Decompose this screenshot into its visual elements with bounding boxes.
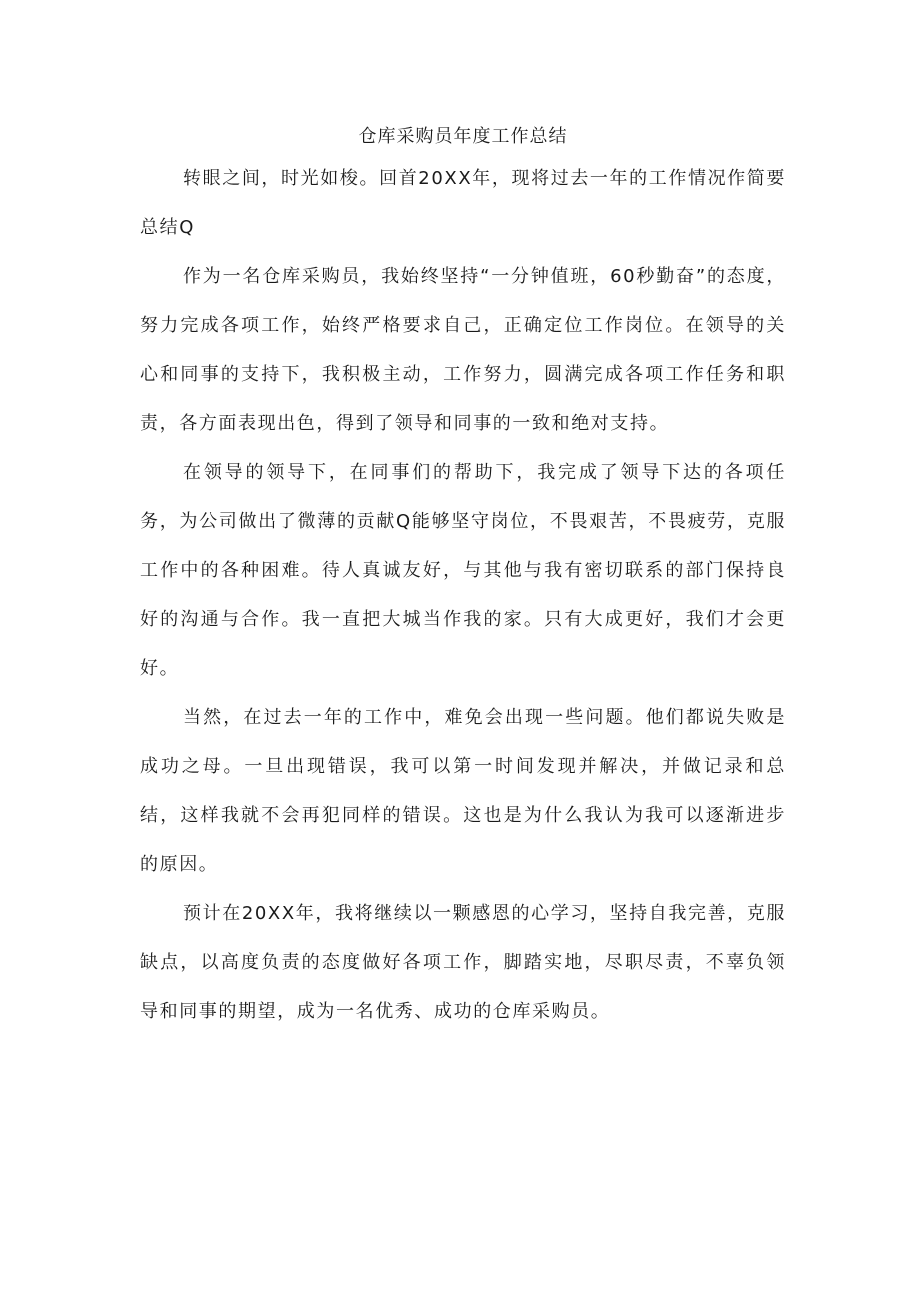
paragraph-plan: 预计在20XX年，我将继续以一颗感恩的心学习，坚持自我完善，克服缺点，以高度负责的态度做好各项工作，脚踏实地，尽职尽责，不辜负领导和同事的期望，成为一名优秀、成功的仓库采购员。	[140, 903, 786, 1022]
document-body	[140, 120, 786, 1036]
paragraph-intro: 转眼之间，时光如梭。回首20XX年，现将过去一年的工作情况作简要总结Q	[140, 168, 786, 238]
document-title: 仓库采购员年度工作总结	[358, 126, 568, 147]
paragraph-attitude: 作为一名仓库采购员，我始终坚持“一分钟值班，60秒勤奋”的态度，努力完成各项工作，始终严格要求自己，正确定位工作岗位。在领导的关心和同事的支持下，我积极主动，工作努力，圆满完成各项工作任务和职责，各方面表现出色，得到了领导和同事的一致和绝对支持。	[140, 266, 786, 434]
paragraph-problems: 当然，在过去一年的工作中，难免会出现一些问题。他们都说失败是成功之母。一旦出现错误，我可以第一时间发现并解决，并做记录和总结，这样我就不会再犯同样的错误。这也是为什么我认为我可以逐渐进步的原因。	[140, 707, 786, 875]
paragraph-tasks: 在领导的领导下，在同事们的帮助下，我完成了领导下达的各项任务，为公司做出了微薄的贡献Q能够坚守岗位，不畏艰苦，不畏疲劳，克服工作中的各种困难。待人真诚友好，与其他与我有密切联系的部门保持良好的沟通与合作。我一直把大城当作我的家。只有大成更好，我们才会更好。	[140, 462, 786, 679]
